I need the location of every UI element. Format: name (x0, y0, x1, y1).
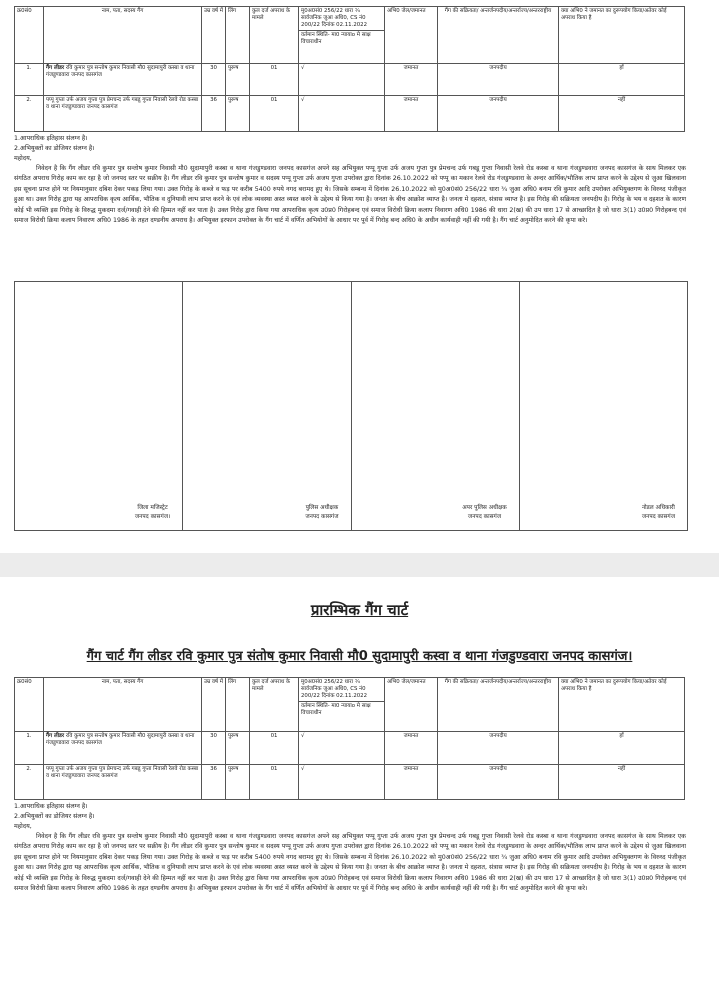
signatory-title: पुलिस अधीक्षक (305, 505, 339, 511)
header-sex: लिंग (226, 7, 250, 64)
table-row (15, 64, 685, 96)
table-header-row (15, 678, 685, 732)
page-title: प्रारम्भिक गैंग चार्ट (310, 601, 409, 619)
row-tick: √ (299, 732, 385, 765)
row-bail: जमानत (385, 64, 438, 96)
signatory-label (642, 504, 675, 522)
row-name: पप्पू गुप्ता उर्फ अजय गुप्ता पुत्र प्रेमचन्द उर्फ गबडू गुप्ता निवासी रेलवे रोड कस्बा व थाना गंजडुण्डवारा जनपद कासगंज (44, 96, 202, 132)
row-tick: √ (299, 765, 385, 800)
row-bail: जमानत (385, 732, 438, 765)
header-bail: अभि0 जेल/जमानत (385, 678, 438, 732)
row-sex: पुरूष (226, 732, 250, 765)
table-row (15, 765, 685, 800)
header-misuse: क्या अभि0 ने जमानत का दुरूपयोग किया/अतेवर कोई अपराध किया है (559, 678, 685, 732)
signatory-place: जनपद कासगंज (305, 514, 339, 520)
header-activity: गैंग की सक्रियता/ अन्तर्जनपदीय/अन्तर्राज्य/अन्तरराष्ट्रीय (438, 678, 559, 732)
row-name (44, 64, 202, 96)
row-misuse: हाँ (559, 732, 685, 765)
row-sex: पुरूष (226, 96, 250, 132)
gang-leader-label: गैंग लीडर (46, 65, 65, 71)
annexure-1: 1.आपराधिक इतिहास संलग्न है। (14, 803, 88, 810)
gang-chart-table-1 (14, 6, 685, 132)
row-age: 36 (202, 765, 226, 800)
row-age: 36 (202, 96, 226, 132)
row-sno: 2. (15, 96, 44, 132)
header-bail: अभि0 जेल/जमानत (385, 7, 438, 64)
header-age: उम्र वर्ष में (202, 678, 226, 732)
row-name-text: रवि कुमार पुत्र सन्तोष कुमार निवासी मौ0 सुदामापुरी कस्बा व थाना गंजडुण्डवारा जनपद कासगंज (46, 733, 195, 746)
signature-cell (520, 282, 687, 530)
annexure-2: 2.अभियुक्तों का डोजियर संलग्न है। (14, 145, 95, 152)
row-activity: जनपदीय (438, 765, 559, 800)
case-ref-text: मु0अ0सं0 256/22 धारा ¾ सार्वजनिक जुआ अधि0, CS नं0 200/22 दिनांक 02.11.2022 (301, 8, 368, 28)
header-sno: क्र0सं0 (15, 678, 44, 732)
table-row (15, 96, 685, 132)
row-tick: √ (299, 96, 385, 132)
table-row (15, 732, 685, 765)
signatory-title: नोडल अधिकारी (641, 505, 675, 511)
annexure-1: 1.आपराधिक इतिहास संलग्न है। (14, 135, 88, 142)
header-misuse: क्या अभि0 ने जमानत का दुरूपयोग किया/अतेवर कोई अपराध किया है (559, 7, 685, 64)
row-activity: जनपदीय (438, 64, 559, 96)
signatory-label (305, 504, 338, 522)
gang-leader-label: गैंग लीडर (46, 733, 65, 739)
signature-block (14, 281, 688, 531)
case-status-text: वर्तमान स्थिति- मा0 न्यायाo मे साक्ष विचाराधीन (299, 701, 384, 717)
row-activity: जनपदीय (438, 732, 559, 765)
signatory-place: जनपद कासगंज। (134, 514, 171, 520)
case-status-text: वर्तमान स्थिति- मा0 न्यायाo मे साक्ष विचाराधीन (299, 30, 384, 46)
header-cases: कुल दर्ज अपराध के मामले (250, 7, 299, 64)
letter-text-1 (14, 134, 686, 226)
row-cases: 01 (250, 732, 299, 765)
signatory-place: जनपद कासगंज (467, 514, 502, 520)
letter-body: निवेदन है कि गैंग लीडर रवि कुमार पुत्र सन्तोष कुमार निवासी मौ0 सुदामापुरी कस्बा व थाना गंजडुण्डवारा जनपद कासगंज अपने सह अभियुक्त पप्पू गुप्ता उर्फ अजय गुप्ता पुत्र प्रेमचन्द उर्फ गबडू गुप्ता निवासी रेलवे रोड कस्बा व थाना गंजडुण्डवारा जनपद कासगंज के साथ मिलकर एक संगठित अपराध गिरोह काम कर रहा है जो जनपद स्तर पर सक्रीय है। गैंग लीडर रवि कुमार पुत्र सन्तोष कुमार व सदस्य पप्पू गुप्ता उर्फ अजय गुप्ता उपरोक्त द्वारा दिनांक 26.10.2022 को पप्पू का मकान रेलवे रोड गंजडुण्डवारा के अन्दर आर्थिक/भौतिक लाभ प्राप्त करने के उद्देश्य से जुआ खिलवाना इस सूचना प्राप्त होने पर नियमानुसार दबिश देकर पकड़ लिया गया। उक्त गिरोह के कब्जे व फड़ पर करीब 5400 रुपये नगद बरामद हुए थे। जिसके सम्बन्ध में दिनांक 26.10.2022 को मु0अ0सं0 256/22 धारा ¾ जुआ अधि0 बनाम रवि कुमार आदि उपरोक्त अभियुक्तगण के विरुध्द पंजीकृत हुआ था। उक्त गिरोह द्वारा यह आपराधिक कृत्य आर्थिक, भौतिक व दुनियावी लाभ प्राप्त करने के एवं लोक व्यवस्था अस्त व्यस्त करने के उद्देश्य से किया गया है। जनता के बीच आक्रोश व्याप्त है। जनता मे दहशत, संत्रास व्याप्त है। इस गिरोह की सक्रियता जनपदीय है। गिरोह के भय व दहशत के कारण कोई भी व्यक्ति इस गिरोह के विरुद्ध मुकदमा दर्ज/गवाही देने की हिम्मत नहीं कर पाता है। उक्त गिरोह द्वारा किया गया आपराधिक कृत्य उ0प्र0 गिरोहबन्द एवं समाज विरोधी क्रिया कलाप निवारण अधि0 1986 की धारा 2(ख) की उप धारा 17 से आच्छादित है जो धारा 3(1) उ0प्र0 गिरोहबन्द एवं समाज विरोधी क्रिया कलाप निवारण अधि0 1986 के तहत दण्डनीय अपराध है। अभियुक्त इरफान उपरोक्त के गैंग चार्ट में वर्णित अभियोगों के आधार पर पूर्व में गिरोह बन्द अधि0 के अधीन कार्यवाही नहीं की गयी है। गैंग चार्ट अनुमोदित करने की कृपा करे। (14, 165, 686, 225)
annexure-2: 2.अभियुक्तों का डोजियर संलग्न है। (14, 813, 95, 820)
row-misuse: हाँ (559, 64, 685, 96)
gang-chart-heading: गैंग चार्ट गैंग लीडर रवि कुमार पुत्र संतोष कुमार निवासी मौ0 सुदामापुरी कस्वा व थाना गंजडुण्डवारा जनपद कासगंज। (86, 649, 633, 664)
page-separator (0, 553, 719, 577)
header-cases: कुल दर्ज अपराध के मामले (250, 678, 299, 732)
header-name: नाम, पता, सदस्य गैंग (44, 678, 202, 732)
row-name-text: रवि कुमार पुत्र सन्तोष कुमार निवासी मौ0 सुदामापुरी कस्बा व थाना गंजडुण्डवारा जनपद कासगंज (46, 65, 195, 78)
header-sex: लिंग (226, 678, 250, 732)
signatory-place: जनपद कासगंज (641, 514, 675, 520)
header-activity: गैंग की सक्रियता/ अन्तर्जनपदीय/अन्तर्राज्य/अन्तरराष्ट्रीय (438, 7, 559, 64)
letter-text-2 (14, 802, 686, 894)
signature-cell (183, 282, 351, 530)
signatory-label (135, 504, 170, 522)
case-ref-text: मु0अ0सं0 256/22 धारा ¾ सार्वजनिक जुआ अधि0, CS नं0 200/22 दिनांक 02.11.2022 (301, 679, 368, 699)
header-case-ref (299, 7, 385, 64)
header-name: नाम, पता, सदस्य गैंग (44, 7, 202, 64)
signature-cell (352, 282, 520, 530)
signatory-title: अपर पुलिस अधीक्षक (462, 505, 507, 511)
row-misuse: नहीं (559, 765, 685, 800)
row-name (44, 732, 202, 765)
row-sno: 1. (15, 732, 44, 765)
header-case-ref (299, 678, 385, 732)
row-activity: जनपदीय (438, 96, 559, 132)
letter-body: निवेदन है कि गैंग लीडर रवि कुमार पुत्र सन्तोष कुमार निवासी मौ0 सुदामापुरी कस्बा व थाना गंजडुण्डवारा जनपद कासगंज अपने सह अभियुक्त पप्पू गुप्ता उर्फ अजय गुप्ता पुत्र प्रेमचन्द उर्फ गबडू गुप्ता निवासी रेलवे रोड कस्बा व थाना गंजडुण्डवारा जनपद कासगंज के साथ मिलकर एक संगठित अपराध गिरोह काम कर रहा है जो जनपद स्तर पर सक्रीय है। गैंग लीडर रवि कुमार पुत्र सन्तोष कुमार व सदस्य पप्पू गुप्ता उर्फ अजय गुप्ता उपरोक्त द्वारा दिनांक 26.10.2022 को पप्पू का मकान रेलवे रोड गंजडुण्डवारा के अन्दर आर्थिक/भौतिक लाभ प्राप्त करने के उद्देश्य से जुआ खिलवाना इस सूचना प्राप्त होने पर नियमानुसार दबिश देकर पकड़ लिया गया। उक्त गिरोह के कब्जे व फड़ पर करीब 5400 रुपये नगद बरामद हुए थे। जिसके सम्बन्ध में दिनांक 26.10.2022 को मु0अ0सं0 256/22 धारा ¾ जुआ अधि0 बनाम रवि कुमार आदि उपरोक्त अभियुक्तगण के विरुध्द पंजीकृत हुआ था। उक्त गिरोह द्वारा यह आपराधिक कृत्य आर्थिक, भौतिक व दुनियावी लाभ प्राप्त करने के एवं लोक व्यवस्था अस्त व्यस्त करने के उद्देश्य से किया गया है। जनता के बीच आक्रोश व्याप्त है। जनता मे दहशत, संत्रास व्याप्त है। इस गिरोह की सक्रियता जनपदीय है। गिरोह के भय व दहशत के कारण कोई भी व्यक्ति इस गिरोह के विरुद्ध मुकदमा दर्ज/गवाही देने की हिम्मत नहीं कर पाता है। उक्त गिरोह द्वारा किया गया आपराधिक कृत्य उ0प्र0 गिरोहबन्द एवं समाज विरोधी क्रिया कलाप निवारण अधि0 1986 की धारा 2(ख) की उप धारा 17 से आच्छादित है जो धारा 3(1) उ0प्र0 गिरोहबन्द एवं समाज विरोधी क्रिया कलाप निवारण अधि0 1986 के तहत दण्डनीय अपराध है। अभियुक्त इरफान उपरोक्त के गैंग चार्ट में वर्णित अभियोगों के आधार पर पूर्व में गिरोह बन्द अधि0 के अधीन कार्यवाही नहीं की गयी है। गैंग चार्ट अनुमोदित करने की कृपा करे। (14, 833, 686, 893)
row-bail: जमानत (385, 765, 438, 800)
row-misuse: नहीं (559, 96, 685, 132)
salutation: महोदय, (14, 155, 32, 162)
row-name: पप्पू गुप्ता उर्फ अजय गुप्ता पुत्र प्रेमचन्द उर्फ गबडू गुप्ता निवासी रेलवे रोड कस्बा व थाना गंजडुण्डवारा जनपद कासगंज (44, 765, 202, 800)
row-cases: 01 (250, 96, 299, 132)
header-sno: क्र0सं0 (15, 7, 44, 64)
row-sno: 1. (15, 64, 44, 96)
header-age: उम्र वर्ष में (202, 7, 226, 64)
gang-chart-table-2 (14, 677, 685, 800)
row-sex: पुरूष (226, 765, 250, 800)
row-sex: पुरूष (226, 64, 250, 96)
row-age: 30 (202, 732, 226, 765)
table-header-row (15, 7, 685, 64)
signature-cell (15, 282, 183, 530)
signatory-title: जिला मजिस्ट्रेट (137, 505, 168, 511)
salutation: महोदय, (14, 823, 32, 830)
row-age: 30 (202, 64, 226, 96)
row-bail: जमानत (385, 96, 438, 132)
row-tick: √ (299, 64, 385, 96)
row-sno: 2. (15, 765, 44, 800)
row-cases: 01 (250, 64, 299, 96)
signatory-label (462, 504, 507, 522)
row-cases: 01 (250, 765, 299, 800)
